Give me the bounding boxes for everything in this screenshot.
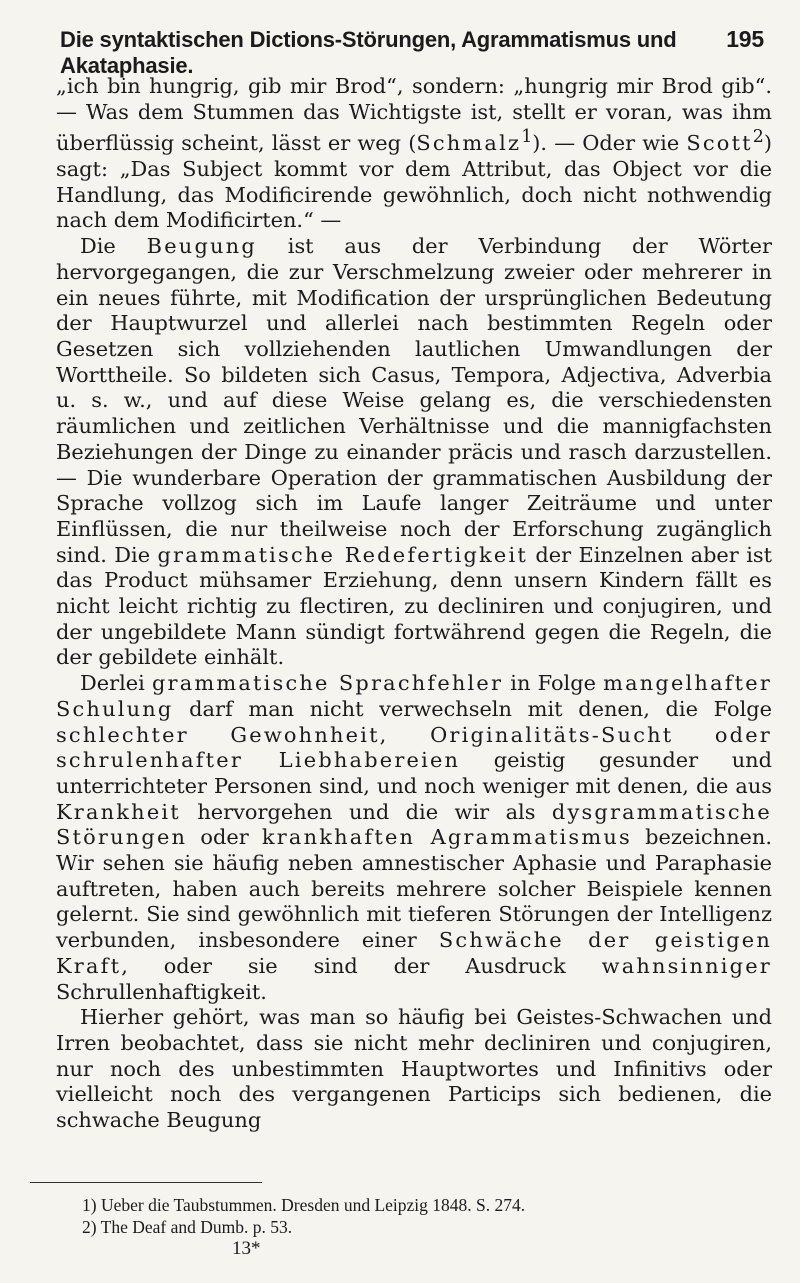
text-run: der Einzelnen aber ist das Product mühsamer Erziehung, denn unsern Kindern fällt es nicht leicht richtig zu flectiren, zu decliniren und conjugiren, und der ungebildete Mann sündigt fortwährend gegen die Regeln, die der gebildete einhält. xyxy=(56,542,772,670)
spaced-term-redefertigkeit: grammatische Redefertigkeit xyxy=(157,542,528,567)
running-title: Die syntaktischen Dictions-Störungen, Agrammatismus und Akataphasie. xyxy=(60,27,677,78)
text-run: oder xyxy=(187,825,262,850)
text-run: darf man nicht verwechseln mit denen, die Folge xyxy=(173,696,772,721)
footnote-1: 1) Ueber die Taubstummen. Dresden und Leipzig 1848. S. 274. xyxy=(82,1195,526,1215)
text-run: hervorgehen und die wir als xyxy=(180,799,552,824)
spaced-term-schulung: mangelhafter Schulung xyxy=(56,671,772,721)
text-run: ist aus der Verbindung der Wörter hervorgegangen, die zur Verschmelzung zweier oder mehrerer in ein neues führte, mit Modification der ursprünglichen Bedeutung der Hauptwurzel und allerlei nach bestimmten Regeln oder Gesetzen sich vollziehenden lautlichen Umwandlungen der Worttheile. So bildeten sich Casus, Tempora, Adjectiva, Adverbia u. s. w., und auf diese Weise gelang es, die verschiedensten räumlichen und zeitlichen Verhältnisse und die mannigfachsten Beziehungen der Dinge zu einander präcis und rasch darzustellen. — Die wunderbare Operation der grammatischen Ausbildung der Sprache vollzog sich im Laufe langer Zeiträume und unter Einflüssen, die nur theilweise noch der Erforschung zugänglich sind. Die xyxy=(56,234,773,567)
page-number: 195 xyxy=(726,26,764,52)
spaced-name-scott: Scott xyxy=(686,131,753,156)
spaced-term-krankheit: Krankheit xyxy=(56,799,181,824)
body-text xyxy=(56,74,772,1134)
text-run: „ich bin hungrig, gib mir Brod“, sondern: „hungrig mir Brod gib“. — Was dem Stummen das Wichtigste ist, stellt er voran, was ihm überflüssig scheint, lässt er weg ( xyxy=(56,74,772,156)
text-run: , oder sie sind der Ausdruck xyxy=(121,953,602,978)
spaced-term-wahnsinniger: wahnsinniger xyxy=(601,953,772,978)
running-header xyxy=(60,26,764,79)
paragraph-2 xyxy=(56,234,772,671)
text-run: geistig gesunder und unterrichteter Personen sind, und noch weniger mit denen, die aus xyxy=(56,748,772,798)
spaced-term-dysgrammatische: dysgrammatische Störungen xyxy=(56,799,772,850)
spaced-term-gewohnheit: schlechter Gewohnheit, Originalitäts-Sucht oder schrulenhafter Liebhabereien xyxy=(56,722,772,773)
paragraph-1 xyxy=(56,74,772,234)
paragraph-4: Hierher gehört, was man so häufig bei Geistes-Schwachen und Irren beobachtet, dass sie nicht mehr decliniren und conjugiren, nur noch des unbestimmten Hauptwortes und Infinitivs oder vielleicht noch des vergangenen Particips sich bedienen, die schwache Beugung xyxy=(56,1005,772,1133)
text-run: ). — Oder wie xyxy=(532,131,687,156)
spaced-name-schmalz: Schmalz xyxy=(416,131,522,156)
text-run: bezeichnen. Wir sehen sie häufig neben amnestischer Aphasie und Paraphasie auftreten, haben auch bereits mehrere solcher Beispiele kennen gelernt. Sie sind gewöhnlich mit tieferen Störungen der Intelligenz verbunden, insbesondere einer xyxy=(56,825,772,953)
footnotes xyxy=(82,1194,764,1238)
footnote-ref-1: 1 xyxy=(521,127,533,148)
text-run: in Folge xyxy=(503,671,604,696)
text-run: Derlei xyxy=(80,671,152,696)
text-run: ) sagt: „Das Subject kommt vor dem Attribut, das Object vor die Handlung, das Modificirende gewöhnlich, doch nicht nothwendig nach dem Modificirten.“ — xyxy=(56,131,772,233)
footnote-2: 2) The Deaf and Dumb. p. 53. xyxy=(82,1217,293,1237)
text-run: Die xyxy=(80,234,147,259)
spaced-term-beugung: Beugung xyxy=(146,234,257,259)
spaced-term-sprachfehler: grammatische Sprachfehler xyxy=(151,671,504,696)
spaced-term-agrammatismus: krankhaften Agrammatismus xyxy=(261,825,632,850)
printer-signature: 13* xyxy=(232,1238,261,1259)
footnote-ref-2: 2 xyxy=(752,127,764,148)
spaced-term-schwaeche: Schwäche der geistigen Kraft xyxy=(56,928,772,978)
paragraph-3 xyxy=(56,671,772,1005)
footnote-divider xyxy=(30,1182,262,1183)
text-run: Schrullenhaftigkeit. xyxy=(56,979,267,1004)
